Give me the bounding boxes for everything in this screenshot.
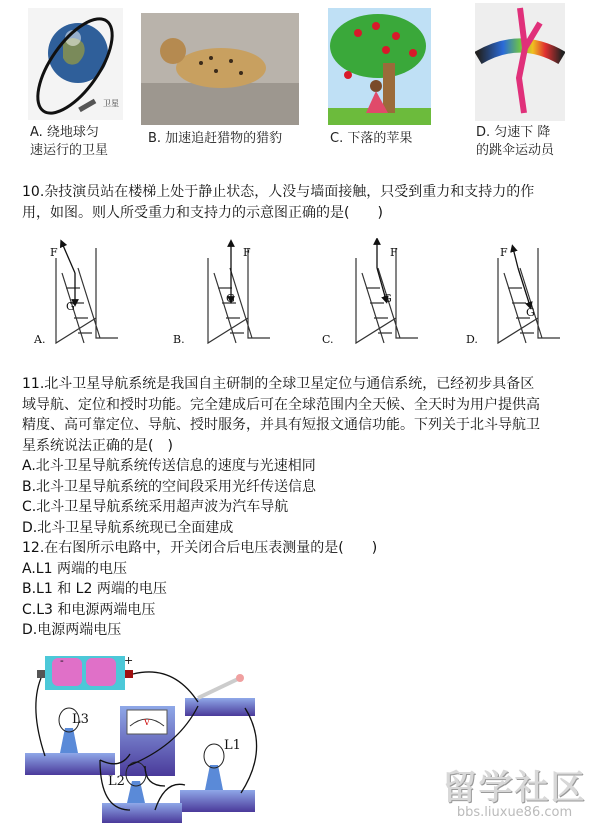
- option-a: A.北斗卫星导航系统传送信息的速度与光速相同: [22, 458, 316, 474]
- question-12: [22, 538, 582, 641]
- option-b: B.L1 和 L2 两端的电压: [22, 581, 167, 597]
- force-arrow-f: [62, 243, 75, 273]
- question-text: 10.杂技演员站在楼梯上处于静止状态，人没与墙面接触，只受到重力和支持力的作: [22, 184, 535, 200]
- watermark-url: bbs.liuxue86.com: [456, 805, 573, 820]
- apple-tree-image: [328, 8, 431, 125]
- force-g-label: G: [526, 306, 535, 319]
- cheetah-image: [141, 13, 299, 125]
- lamp-l1: [180, 744, 255, 812]
- lamp-l3: [25, 708, 115, 775]
- diagram-b: [208, 248, 270, 343]
- diagram-a: [56, 248, 118, 343]
- option-c: C.L3 和电源两端电压: [22, 601, 156, 618]
- force-f-label: F: [50, 246, 58, 259]
- question-text: 11.北斗卫星导航系统是我国自主研制的全球卫星定位与通信系统，已经初步具备区: [22, 376, 535, 392]
- battery-minus-label: -: [60, 654, 64, 667]
- battery-box: [37, 656, 133, 690]
- parachutist-image: [475, 3, 565, 121]
- question-text: 12.在右图所示电路中，开关闭合后电压表测量的是( ): [22, 540, 378, 556]
- question-text: 星系统说法正确的是( ): [22, 437, 173, 454]
- question-text: 精度、高可靠定位、导航、授时服务，并具有短报文通信功能。下列关于北斗导航卫: [22, 417, 540, 433]
- diagram-label-a: A.: [34, 333, 46, 346]
- diagram-d: [498, 248, 560, 343]
- battery-plus-label: +: [124, 654, 134, 667]
- question-11: [22, 374, 582, 538]
- diagram-label-c: C.: [322, 333, 334, 346]
- option-c: C.北斗卫星导航系统采用超声波为汽车导航: [22, 499, 289, 515]
- satellite-label: 卫星: [103, 99, 119, 108]
- lamp-l2-label: L2: [108, 774, 125, 789]
- watermark: [432, 760, 597, 820]
- force-f-label: F: [243, 246, 251, 259]
- lamp-l3-label: L3: [72, 712, 89, 727]
- satellite-orbit-image: [28, 8, 123, 120]
- option-b-caption: B. 加速追赶猎物的猎豹: [148, 131, 283, 146]
- watermark-title: 留学社区: [442, 768, 587, 808]
- ladder-diagrams: [0, 238, 603, 348]
- diagram-label-b: B.: [173, 333, 185, 346]
- option-d: D.北斗卫星导航系统现已全面建成: [22, 519, 234, 536]
- circuit-diagram: [20, 648, 260, 823]
- force-g-label: G: [383, 292, 392, 305]
- question-text: 用，如图。则人所受重力和支持力的示意图正确的是( ): [22, 204, 383, 221]
- force-g-label: G: [226, 292, 235, 305]
- option-d-caption: D. 匀速下 降 的跳伞运动员: [476, 125, 555, 158]
- option-d: D.电源两端电压: [22, 622, 122, 638]
- diagram-label-d: D.: [466, 333, 478, 346]
- question-text: 域导航、定位和授时功能。完全建成后可在全球范围内全天候、全天时为用户提供高: [22, 396, 540, 413]
- force-f-label: F: [390, 246, 398, 259]
- option-a-caption: A. 绕地球匀 速运行的卫星: [30, 125, 109, 158]
- option-a: A.L1 两端的电压: [22, 560, 127, 577]
- lamp-l1-label: L1: [224, 738, 241, 753]
- voltmeter-label: V: [144, 718, 150, 727]
- option-b: B.北斗卫星导航系统的空间段采用光纤传送信息: [22, 478, 317, 495]
- question-10: [22, 182, 582, 223]
- force-g-label: G: [66, 300, 75, 313]
- force-f-label: F: [500, 246, 508, 259]
- force-arrow-f: [513, 248, 518, 268]
- force-arrow-g: [518, 268, 530, 306]
- option-c-caption: C. 下落的苹果: [330, 131, 413, 146]
